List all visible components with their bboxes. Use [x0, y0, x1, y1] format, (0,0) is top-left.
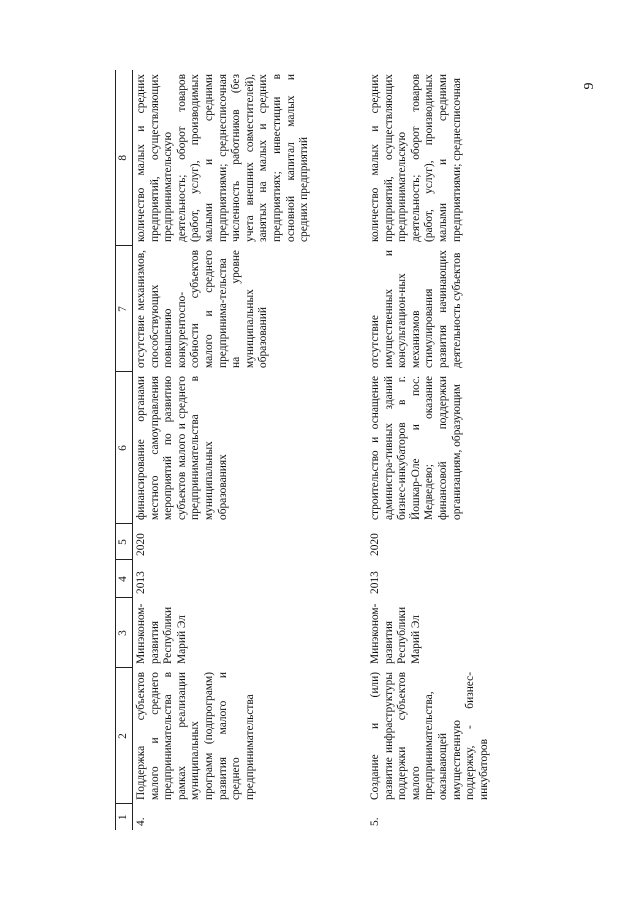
row-number: 4.: [135, 817, 147, 826]
row-number: 5.: [369, 817, 381, 826]
table-row: [133, 70, 368, 830]
executor: Минэконом-развития Республики Марий Эл: [135, 603, 188, 664]
non-implementation-consequences: отсутствие имущественных и консультацион-ных механизмов стимулирования развития начинающих деятельность субъектов: [369, 250, 463, 368]
start-year: 2013: [369, 571, 381, 594]
header-cell: 6: [116, 372, 133, 524]
executor: Минэконом-развития Республики Марий Эл: [369, 603, 422, 664]
measures-table: [115, 70, 519, 830]
linked-indicators: количество малых и средних предприятий, осуществляющих предпринимательскую деятельность; оборот товаров (работ, услуг), производимых малыми и средними предприятиями; среднесписочная: [369, 74, 463, 242]
header-cell: 7: [116, 246, 133, 372]
header-cell: 2: [116, 668, 133, 804]
non-implementation-consequences: отсутствие механизмов, способствующих повышению конкурентоспо-собности субъектов малого и среднего предпринима-тельства на уровне муниципальных образований: [135, 250, 270, 368]
table-header-row: [116, 70, 133, 830]
measure-name: Поддержка субъектов малого и среднего предпринимательства в рамках реализации муниципальных программ (подпрограмм) развития малого и среднего предпринимательства: [135, 672, 256, 800]
measure-name: Создание и (или) развитие инфраструктуры поддержки субъектов малого предпринимательства, оказывающей имущественную поддержку, - бизнес-инкубаторов: [369, 672, 490, 800]
header-cell: 4: [116, 560, 133, 598]
measure-content: строительство и оснащение администра-тивных зданий бизнес-инкубаторов в г. Йошкар-Оле и пос. Медведево; оказание финансовой поддержки организациям, образующим: [369, 376, 463, 520]
rotated-table-container: [115, 70, 545, 830]
header-cell: 1: [116, 804, 133, 830]
header-cell: 3: [116, 598, 133, 668]
end-year: 2020: [135, 533, 147, 556]
linked-indicators: количество малых и средних предприятий, осуществляющих предпринимательскую деятельность; оборот товаров (работ, услуг), производимых малыми и средними предприятиями; среднесписочная численность работников (без учета внешних совместителей), занятых на малых и средних предприятиях; инвестиции в основной капитал малых и средних предприятий: [135, 74, 311, 242]
header-cell: 5: [116, 524, 133, 560]
table-row: [367, 70, 519, 830]
page-number: 9: [582, 82, 597, 90]
header-cell: 8: [116, 70, 133, 246]
measure-content: финансирование органами местного самоуправления мероприятий по развитию субъектов малого и среднего предпринимательства в муниципальных образованиях: [135, 376, 229, 520]
start-year: 2013: [135, 571, 147, 594]
end-year: 2020: [369, 533, 381, 556]
